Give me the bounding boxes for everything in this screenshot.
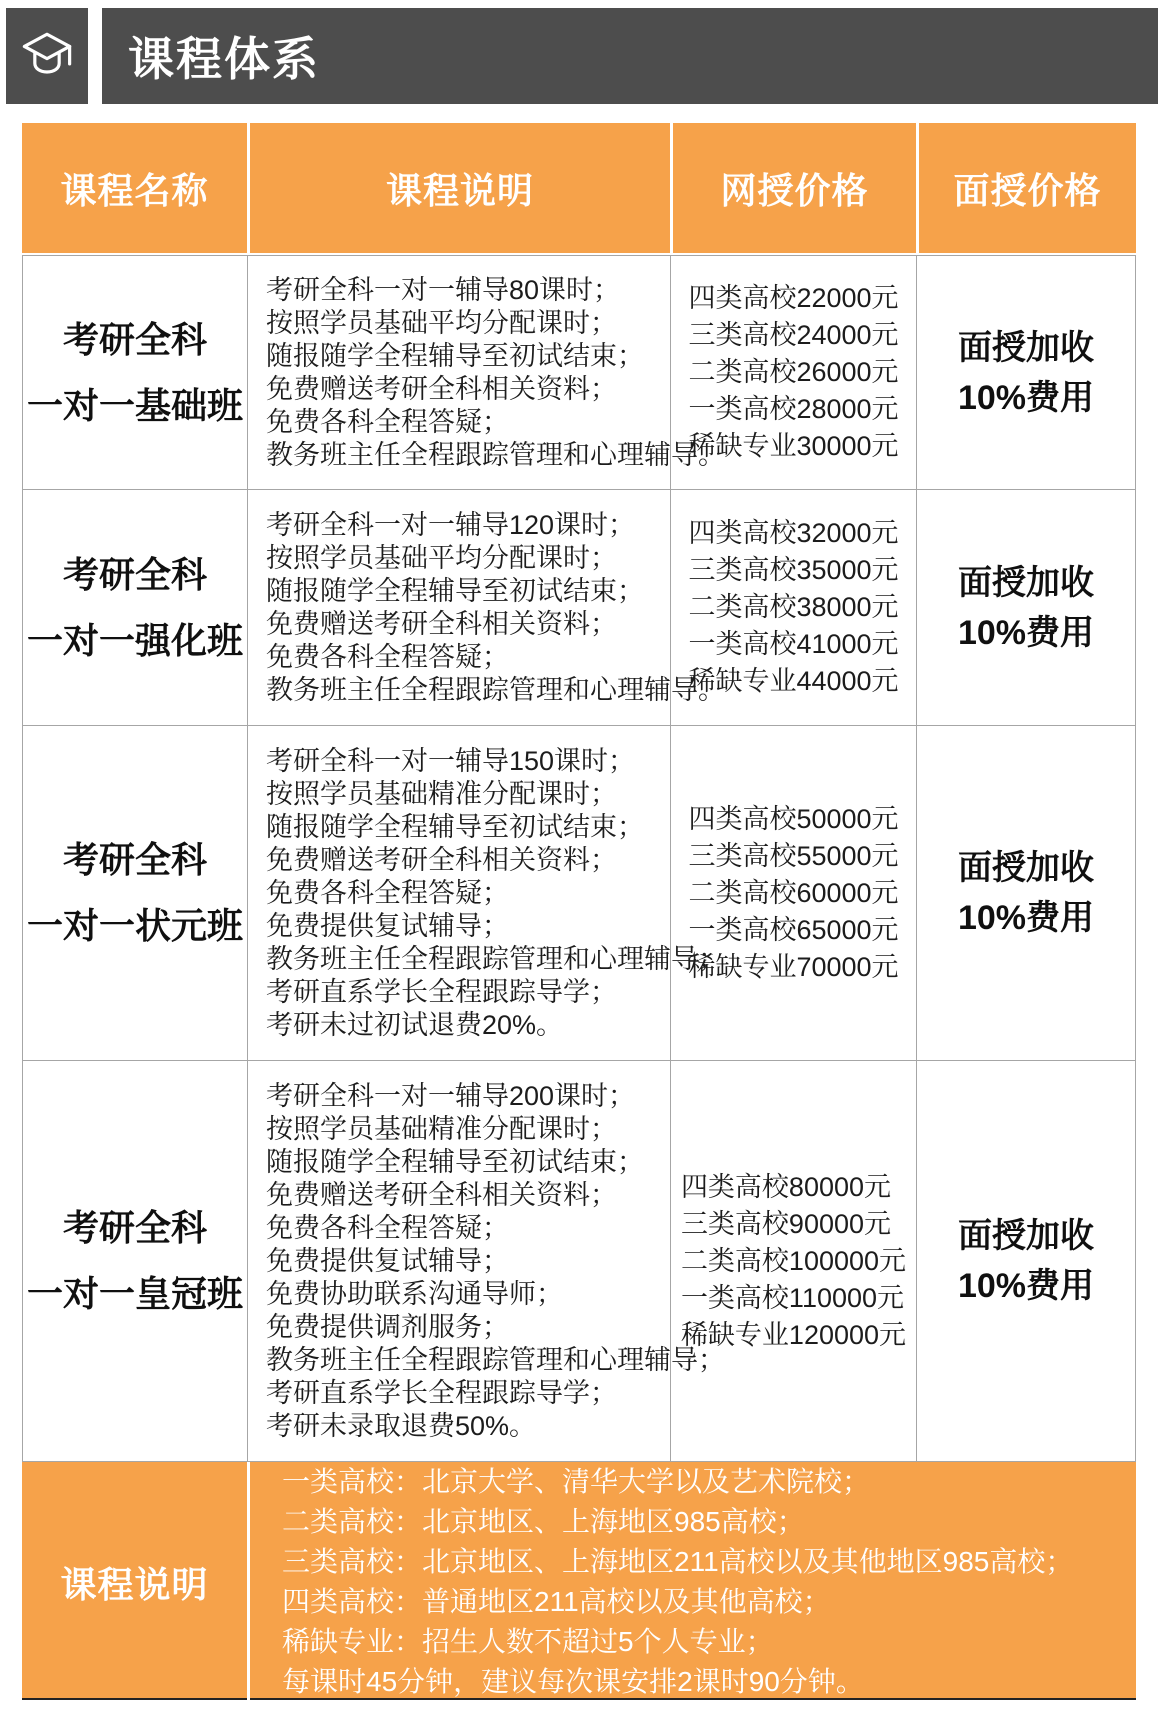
- text-line: 免费提供调剂服务；: [266, 1311, 509, 1342]
- course-description-cell: [247, 490, 725, 725]
- text-line: 一对一强化班: [26, 619, 243, 661]
- course-name-cell: [23, 490, 247, 725]
- table-row-basic-class: [23, 256, 1135, 490]
- text-line: 按照学员基础平均分配课时；: [266, 542, 617, 573]
- text-line: 面授加收: [958, 328, 1094, 367]
- text-line: 一对一皇冠班: [26, 1273, 243, 1314]
- text-line: 四类高校80000元: [680, 1171, 892, 1202]
- text-line: 免费各科全程答疑；: [266, 1212, 509, 1243]
- text-line: 面授加收: [958, 1217, 1094, 1255]
- table-body: [22, 255, 1136, 1462]
- text-line: 教务班主任全程跟踪管理和心理辅导；: [266, 943, 725, 974]
- text-line: 考研直系学长全程跟踪导学；: [266, 976, 617, 1007]
- text-line: 二类高校26000元: [688, 357, 899, 387]
- offline-price-cell: [916, 1061, 1135, 1461]
- text-line: 考研全科: [62, 553, 207, 595]
- offline-price-cell: [916, 490, 1135, 725]
- course-name-cell: [23, 726, 247, 1060]
- text-line: 二类高校38000元: [688, 592, 899, 622]
- text-line: 免费协助联系沟通导师；: [266, 1278, 563, 1309]
- online-price-lines: [688, 515, 898, 700]
- text-line: 四类高校50000元: [688, 803, 899, 834]
- text-line: 考研全科一对一辅导150课时；: [266, 745, 636, 776]
- online-price-lines: [688, 280, 898, 465]
- text-line: 免费赠送考研全科相关资料；: [266, 608, 617, 639]
- text-line: 二类高校60000元: [688, 877, 899, 908]
- text-line: 10%费用: [957, 1267, 1095, 1305]
- text-line: 随报随学全程辅导至初试结束；: [266, 575, 644, 606]
- text-line: 教务班主任全程跟踪管理和心理辅导。: [266, 674, 725, 705]
- text-line: 一类高校28000元: [688, 394, 899, 424]
- course-name-cell: [23, 256, 247, 489]
- text-line: 随报随学全程辅导至初试结束；: [266, 340, 644, 371]
- text-line: 免费赠送考研全科相关资料；: [266, 844, 617, 875]
- text-line: 四类高校32000元: [688, 518, 899, 548]
- footer-label: 课程说明: [60, 1563, 209, 1605]
- top-header-bar: [6, 8, 1158, 104]
- text-line: 稀缺专业44000元: [688, 666, 899, 696]
- text-line: 考研全科: [62, 1207, 207, 1249]
- text-line: 一类高校：北京大学、清华大学以及艺术院校；: [282, 1466, 871, 1497]
- text-line: 四类高校：普通地区211高校以及其他高校；: [282, 1586, 831, 1617]
- text-line: 按照学员基础精准分配课时；: [266, 1113, 617, 1144]
- text-line: 免费赠送考研全科相关资料；: [266, 373, 617, 404]
- column-header-course-description: 课程说明: [247, 123, 670, 253]
- text-line: 稀缺专业120000元: [680, 1319, 907, 1350]
- text-line: 随报随学全程辅导至初试结束；: [266, 1146, 644, 1177]
- text-line: 稀缺专业30000元: [688, 431, 899, 461]
- text-line: 三类高校90000元: [680, 1208, 892, 1239]
- logo-box: [6, 8, 88, 104]
- text-line: 四类高校22000元: [688, 283, 899, 313]
- text-line: 教务班主任全程跟踪管理和心理辅导。: [266, 439, 725, 470]
- text-line: 三类高校35000元: [688, 555, 899, 585]
- page-title: 课程体系: [128, 33, 320, 85]
- graduation-cap-icon: [18, 25, 76, 88]
- text-line: 一对一基础班: [26, 384, 243, 426]
- online-price-lines: [681, 1169, 906, 1354]
- text-line: 考研直系学长全程跟踪导学；: [266, 1377, 617, 1408]
- table-footer-notes-row: [22, 1462, 1136, 1700]
- text-line: 随报随学全程辅导至初试结束；: [266, 811, 644, 842]
- text-line: 一类高校41000元: [688, 629, 899, 659]
- column-header-offline-price: 面授价格: [916, 123, 1136, 253]
- table-header-row: [22, 123, 1136, 253]
- offline-price-cell: [916, 256, 1135, 489]
- text-line: 按照学员基础精准分配课时；: [266, 778, 617, 809]
- text-line: 面授加收: [958, 849, 1094, 887]
- text-line: 二类高校：北京地区、上海地区985高校；: [282, 1506, 805, 1537]
- text-line: 考研全科: [62, 839, 207, 881]
- online-price-cell: [670, 490, 916, 725]
- text-line: 每课时45分钟，建议每次课安排2课时90分钟。: [282, 1666, 864, 1697]
- text-line: 考研全科一对一辅导80课时；: [266, 274, 621, 305]
- text-line: 10%费用: [957, 613, 1095, 652]
- text-line: 免费提供复试辅导；: [266, 1245, 509, 1276]
- text-line: 考研未过初试退费20%。: [266, 1009, 564, 1040]
- table-row-intensive-class: [23, 490, 1135, 726]
- text-line: 按照学员基础平均分配课时；: [266, 307, 617, 338]
- text-line: 稀缺专业：招生人数不超过5个人专业；: [282, 1626, 774, 1657]
- text-line: 免费提供复试辅导；: [266, 910, 509, 941]
- text-line: 免费各科全程答疑；: [266, 406, 509, 437]
- online-price-lines: [688, 801, 898, 986]
- table-row-champion-class: [23, 726, 1135, 1061]
- text-line: 三类高校55000元: [688, 840, 899, 871]
- text-line: 免费各科全程答疑；: [266, 877, 509, 908]
- text-line: 10%费用: [957, 378, 1095, 417]
- text-line: 考研未录取退费50%。: [266, 1410, 537, 1441]
- text-line: 一类高校65000元: [688, 914, 899, 945]
- course-description-cell: [247, 256, 725, 489]
- online-price-cell: [670, 256, 916, 489]
- text-line: 面授加收: [958, 563, 1094, 602]
- text-line: 免费各科全程答疑；: [266, 641, 509, 672]
- course-name-cell: [23, 1061, 247, 1461]
- text-line: 三类高校：北京地区、上海地区211高校以及其他地区985高校；: [282, 1546, 1074, 1577]
- footer-notes: [247, 1462, 1136, 1702]
- online-price-cell: [670, 726, 916, 1060]
- text-line: 考研全科一对一辅导200课时；: [266, 1080, 636, 1111]
- text-line: 考研全科: [62, 318, 207, 360]
- text-line: 三类高校24000元: [688, 320, 899, 350]
- text-line: 免费赠送考研全科相关资料；: [266, 1179, 617, 1210]
- table-row-crown-class: [23, 1061, 1135, 1462]
- title-bar: [102, 8, 1158, 104]
- course-description-cell: [247, 726, 725, 1060]
- text-line: 教务班主任全程跟踪管理和心理辅导；: [266, 1344, 725, 1375]
- text-line: 10%费用: [957, 899, 1095, 937]
- column-header-course-name: 课程名称: [22, 123, 247, 253]
- online-price-cell: [670, 1061, 916, 1461]
- offline-price-cell: [916, 726, 1135, 1060]
- column-header-online-price: 网授价格: [670, 123, 916, 253]
- text-line: 二类高校100000元: [680, 1245, 907, 1276]
- text-line: 一对一状元班: [26, 905, 243, 946]
- course-pricing-table: [22, 123, 1136, 1700]
- text-line: 一类高校110000元: [680, 1282, 905, 1313]
- course-description-cell: [247, 1061, 725, 1461]
- text-line: 考研全科一对一辅导120课时；: [266, 509, 636, 540]
- text-line: 稀缺专业70000元: [688, 951, 899, 982]
